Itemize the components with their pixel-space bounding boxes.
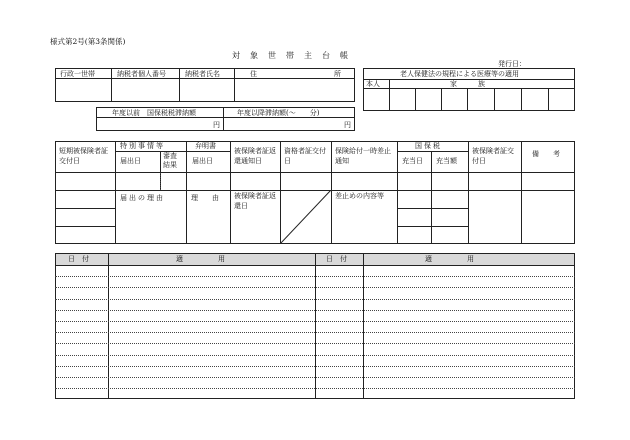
- elderly-title: 老人保健法の規程による医療等の適用: [400, 70, 519, 78]
- slash-diagonal: [280, 190, 331, 244]
- elderly-self: 本人: [366, 80, 380, 88]
- log-row-line: [55, 310, 575, 311]
- log-row-line: [55, 276, 575, 277]
- col-special-date: 届出日: [120, 157, 141, 165]
- log-row-line: [55, 343, 575, 344]
- col-kokuho-tax: 国保税: [415, 142, 442, 150]
- log-row-line: [55, 388, 575, 389]
- log-row-line: [55, 321, 575, 322]
- log-date-left: 日 付: [68, 255, 89, 263]
- col-return-notice: 被保険者証返還通知日: [234, 147, 276, 165]
- form-number: 様式第2号(第3条関係): [50, 37, 126, 46]
- card-return-date: 被保険者証返還日: [234, 192, 276, 210]
- col-qualification: 資格者証交付日: [284, 147, 326, 165]
- header-taxpayer-name: 納税者氏名: [185, 70, 220, 78]
- log-row-line: [55, 377, 575, 378]
- col-special: 特別事情等: [120, 142, 165, 150]
- log-row-line: [55, 287, 575, 288]
- elderly-family: 家 族: [450, 80, 485, 88]
- col-remarks: 備 考: [532, 150, 560, 158]
- col-card-issue: 被保険者証交付日: [472, 147, 514, 165]
- log-date-right: 日 付: [326, 255, 347, 263]
- col-bemmei: 弁明書: [195, 142, 216, 150]
- arrears-after-yen: 円: [344, 121, 351, 129]
- col-short-card-issue: 短期被保険者証交付日: [59, 147, 108, 165]
- arrears-after-label: 年度以降滞納額(〜 分): [237, 109, 320, 117]
- arrears-before-label: 年度以前 国保税税滞納額: [112, 109, 196, 117]
- reason-value: 理 由: [191, 194, 219, 202]
- log-note-right: 適 用: [425, 255, 474, 263]
- header-address: 住 所: [250, 70, 341, 78]
- suspension-details: 差止めの内容等: [335, 192, 384, 200]
- col-kokuho-date: 充当日: [402, 157, 423, 165]
- reason-label: 届出の理由: [120, 194, 165, 202]
- arrears-before-yen: 円: [213, 121, 220, 129]
- log-row-line: [55, 299, 575, 300]
- header-household: 行政一世帯: [60, 70, 95, 78]
- log-row-line: [55, 355, 575, 356]
- col-kokuho-amount: 充当額: [436, 157, 457, 165]
- log-note-left: 適 用: [176, 255, 225, 263]
- log-row-line: [55, 332, 575, 333]
- issue-date-label: 発行日：: [498, 60, 526, 68]
- header-taxpayer-id: 納税者個人番号: [117, 70, 166, 78]
- log-row-line: [55, 366, 575, 367]
- col-bemmei-date: 届出日: [192, 157, 213, 165]
- col-benefit-suspension: 保険給付一時差止通知: [335, 147, 391, 165]
- col-special-review: 審査結果: [163, 152, 177, 170]
- page-title: 対象世帯主台帳: [232, 51, 358, 60]
